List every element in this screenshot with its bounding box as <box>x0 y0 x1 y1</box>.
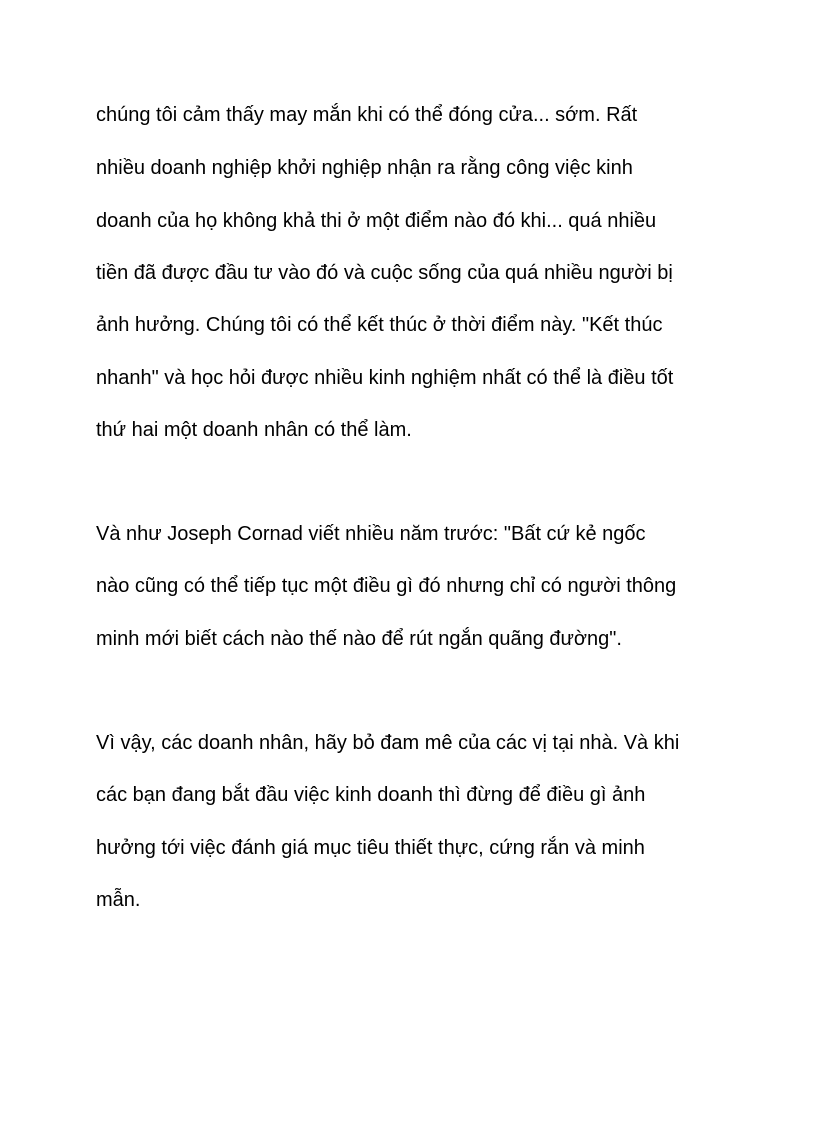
paragraph-line: các bạn đang bắt đầu việc kinh doanh thì đừng để điều gì ảnh <box>96 784 646 806</box>
paragraph-line: doanh của họ không khả thi ở một điểm nào đó khi... quá nhiều <box>96 210 657 232</box>
paragraph-line: tiền đã được đầu tư vào đó và cuộc sống của quá nhiều người bị <box>96 262 673 284</box>
paragraph-line: ảnh hưởng. Chúng tôi có thể kết thúc ở thời điểm này. "Kết thúc <box>96 314 663 336</box>
paragraph-line: hưởng tới việc đánh giá mục tiêu thiết thực, cứng rắn và minh <box>96 837 645 859</box>
paragraph-line: nhiều doanh nghiệp khởi nghiệp nhận ra rằng công việc kinh <box>96 157 633 179</box>
paragraph-line: chúng tôi cảm thấy may mắn khi có thể đóng cửa... sớm. Rất <box>96 104 638 126</box>
paragraph-line: Vì vậy, các doanh nhân, hãy bỏ đam mê của các vị tại nhà. Và khi <box>96 732 680 754</box>
paragraph-line: mẫn. <box>96 889 141 911</box>
paragraph-line: Và như Joseph Cornad viết nhiều năm trước: "Bất cứ kẻ ngốc <box>96 523 646 545</box>
paragraph-line: nhanh" và học hỏi được nhiều kinh nghiệm nhất có thể là điều tốt <box>96 367 674 389</box>
paragraph-line: minh mới biết cách nào thế nào để rút ngắn quãng đường". <box>96 628 622 650</box>
paragraph-line: thứ hai một doanh nhân có thể làm. <box>96 419 412 441</box>
paragraph-line: nào cũng có thể tiếp tục một điều gì đó nhưng chỉ có người thông <box>96 575 677 597</box>
